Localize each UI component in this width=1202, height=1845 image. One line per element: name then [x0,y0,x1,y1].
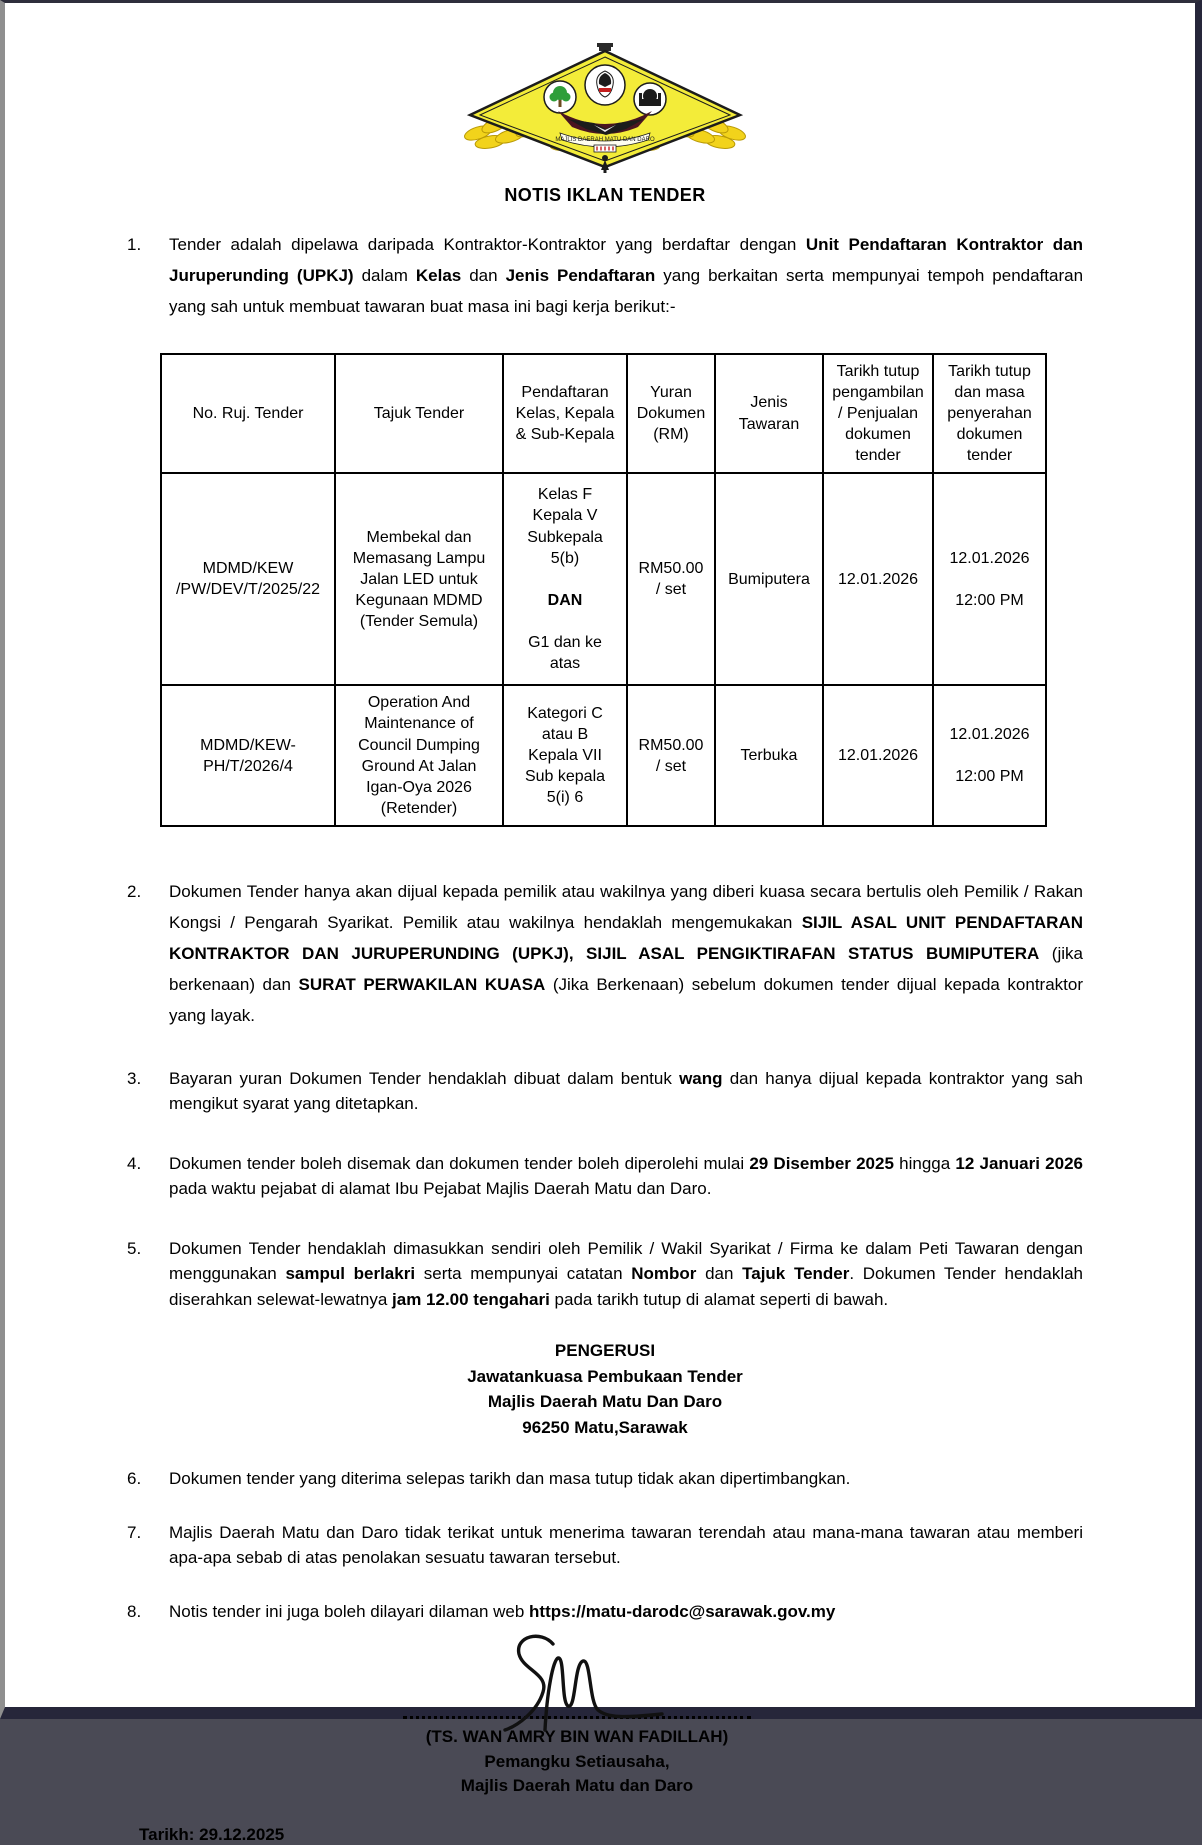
paragraph-7 [127,1520,1083,1571]
cell-type: Terbuka [715,685,823,826]
col-header-tajuk: Tajuk Tender [335,354,503,474]
crest-banner-text: MAJLIS DAERAH MATU DAN DARO [555,137,655,143]
col-header-no-ruj: No. Ruj. Tender [161,354,335,474]
col-header-pendaftaran: Pendaftaran Kelas, Kepala & Sub-Kepala [503,354,627,474]
cell-submit-close: 12.01.2026 12:00 PM [933,685,1046,826]
cell-ref-no: MDMD/KEW- PH/T/2026/4 [161,685,335,826]
paragraph-5-text: Dokumen Tender hendaklah dimasukkan sendiri oleh Pemilik / Wakil Syarikat / Firma ke dalam Peti Tawaran dengan menggunakan sampul berlakri serta mempunyai catatan Nombor dan Tajuk Tender. Dokumen Tender hendaklah diserahkan selewat-lewatnya jam 12.00 tengahari pada tarikh tutup di alamat seperti di bawah. [169,1238,1084,1309]
chairman-address-block [127,1338,1083,1440]
paragraph-3-text: Bayaran yuran Dokumen Tender hendaklah dibuat dalam bentuk wang dan hanya dijual kepada kontraktor yang sah mengikut syarat yang ditetapkan. [169,1068,1083,1114]
col-header-tarikh-penyerahan: Tarikh tutup dan masa penyerahan dokumen tender [933,354,1046,474]
paragraph-1 [127,230,1083,323]
council-crest-logo [127,41,1083,173]
paragraph-8 [127,1599,1083,1625]
address-line-postcode: 96250 Matu,Sarawak [522,1417,688,1437]
paragraph-4 [127,1151,1083,1202]
cell-fee: RM50.00 / set [627,473,715,685]
signature-block [99,1630,1055,1799]
paragraph-4-text: Dokumen tender boleh disemak dan dokumen tender boleh diperolehi mulai 29 Disember 2025 hingga 12 Januari 2026 pada waktu pejabat di alamat Ibu Pejabat Majlis Daerah Matu dan Daro. [169,1153,1083,1199]
council-crest-graphic [440,41,770,173]
paragraph-3-number: 3. [127,1068,142,1088]
col-header-tarikh-pengambilan: Tarikh tutup pengambilan / Penjualan dokumen tender [823,354,933,474]
cell-sale-close: 12.01.2026 [823,685,933,826]
address-line-committee: Jawatankuasa Pembukaan Tender [467,1366,743,1386]
cell-title: Operation And Maintenance of Council Dumping Ground At Jalan Igan-Oya 2026 (Retender) [335,685,503,826]
cell-submit-close: 12.01.2026 12:00 PM [933,473,1046,685]
signatory-name: (TS. WAN AMRY BIN WAN FADILLAH) [425,1727,729,1747]
paragraph-8-number: 8. [127,1601,142,1621]
address-line-council: Majlis Daerah Matu Dan Daro [487,1392,723,1412]
paragraph-7-number: 7. [127,1522,142,1542]
paragraph-6-text: Dokumen tender yang diterima selepas tarikh dan masa tutup tidak akan dipertimbangkan. [169,1469,851,1489]
paragraph-7-text: Majlis Daerah Matu dan Daro tidak terikat untuk menerima tawaran terendah atau mana-mana tawaran atau memberi apa-apa sebab di atas penolakan sesuatu tawaran tersebut. [169,1522,1083,1568]
cell-ref-no: MDMD/KEW /PW/DEV/T/2025/22 [161,473,335,685]
address-line-pengerusi: PENGERUSI [554,1341,656,1361]
paragraph-2 [127,877,1083,1032]
col-header-yuran: Yuran Dokumen (RM) [627,354,715,474]
handwritten-signature [457,1630,697,1750]
cell-title: Membekal dan Memasang Lampu Jalan LED untuk Kegunaan MDMD (Tender Semula) [335,473,503,685]
col-header-jenis: Jenis Tawaran [715,354,823,474]
signatory-role: Pemangku Setiausaha, [484,1751,670,1771]
table-row [161,685,1046,826]
cell-sale-close: 12.01.2026 [823,473,933,685]
cell-registration: Kelas F Kepala V Subkepala 5(b) DAN G1 dan ke atas [503,473,627,685]
tender-table [160,353,1047,827]
paragraph-5 [127,1236,1083,1313]
date-line: Tarikh: 29.12.2025 [139,1825,285,1845]
paragraph-8-text: Notis tender ini juga boleh dilayari dilaman web https://matu-darodc@sarawak.gov.my [169,1601,836,1621]
cell-type: Bumiputera [715,473,823,685]
cell-fee: RM50.00 / set [627,685,715,826]
paragraph-6 [127,1466,1083,1492]
paragraph-6-number: 6. [127,1469,142,1489]
paragraph-2-text: Dokumen Tender hanya akan dijual kepada pemilik atau wakilnya yang diberi kuasa secara bertulis oleh Pemilik / Rakan Kongsi / Pengarah Syarikat. Pemilik atau wakilnya hendaklah mengemukakan SIJIL ASAL UNIT PENDAFTARAN KONTRAKTOR DAN JURUPERUNDING (UPKJ), SIJIL ASAL PENGIKTIRAFAN STATUS BUMIPUTERA (jika berkenaan) dan SURAT PERWAKILAN KUASA (Jika Berkenaan) sebelum dokumen tender dijual kepada kontraktor yang layak. [169,882,1084,1025]
signatory-org: Majlis Daerah Matu dan Daro [460,1776,694,1796]
paragraph-4-number: 4. [127,1153,142,1173]
paragraph-5-number: 5. [127,1238,142,1258]
table-header-row [161,354,1046,474]
table-row [161,473,1046,685]
paragraph-1-text: Tender adalah dipelawa daripada Kontraktor-Kontraktor yang berdaftar dengan Unit Pendaftaran Kontraktor dan Juruperunding (UPKJ) dalam Kelas dan Jenis Pendaftaran yang berkaitan serta mempunyai tempoh pendaftaran yang sah untuk membuat tawaran buat masa ini bagi kerja berikut:- [169,235,1084,316]
paragraph-1-number: 1. [127,235,142,254]
page-title: NOTIS IKLAN TENDER [504,185,706,205]
paragraph-3 [127,1066,1083,1117]
cell-registration: Kategori C atau B Kepala VII Sub kepala 5(i) 6 [503,685,627,826]
paragraph-2-number: 2. [127,882,142,902]
